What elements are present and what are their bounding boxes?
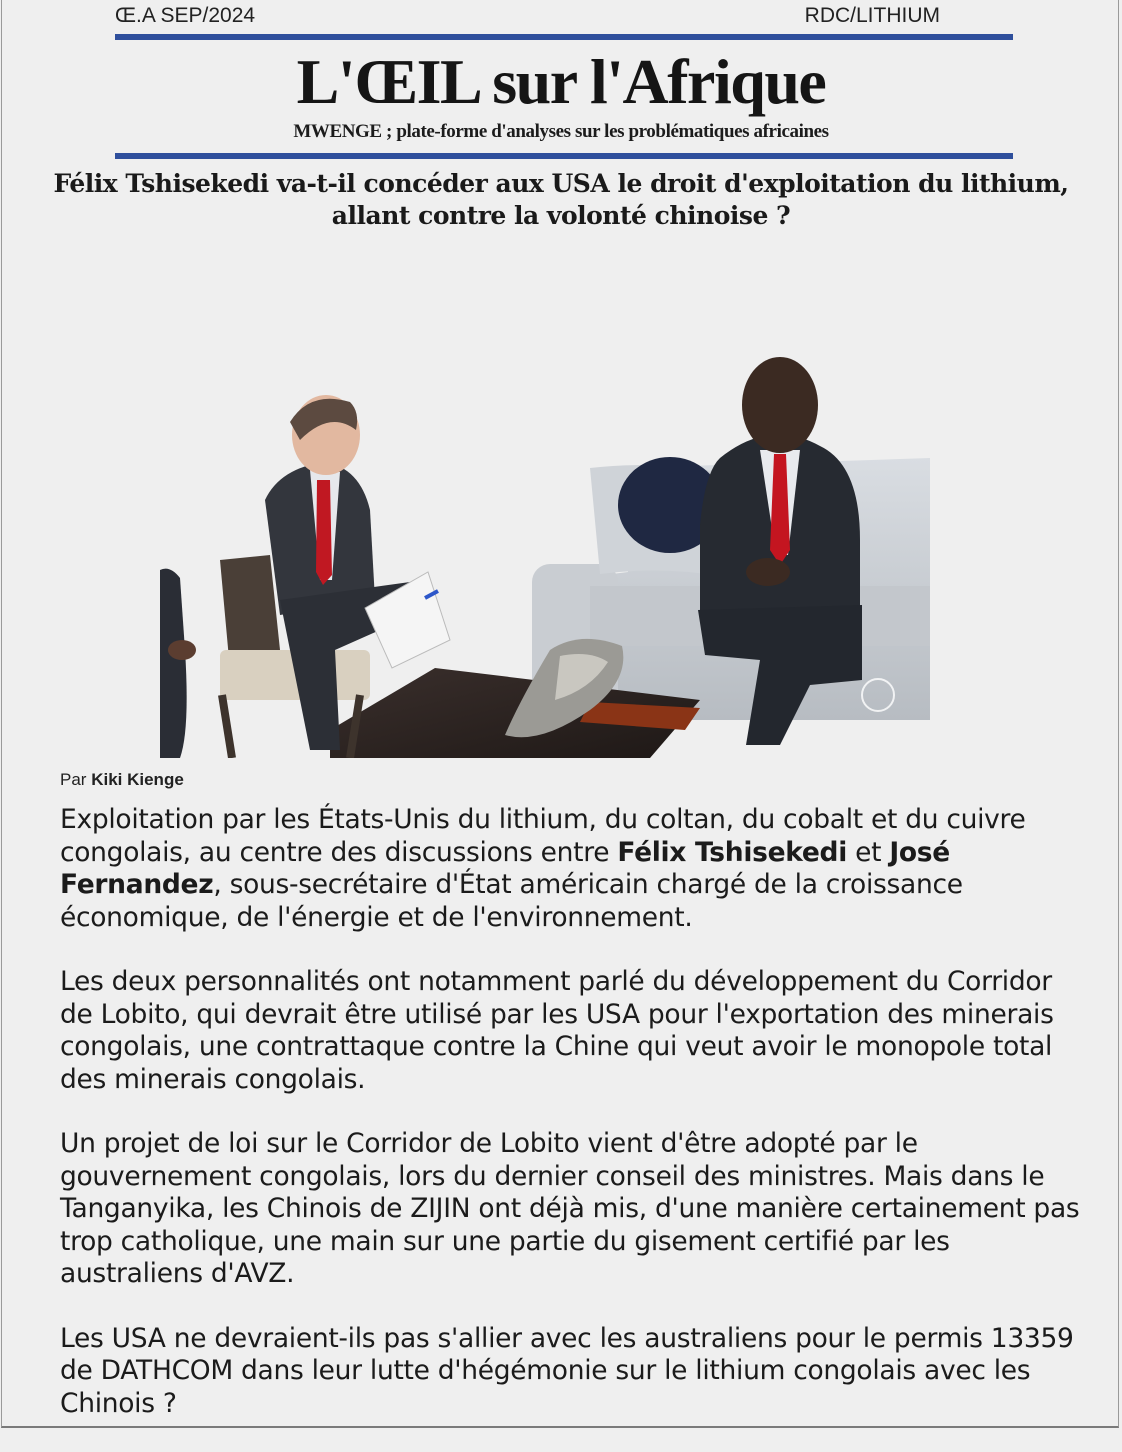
bottom-rule — [115, 153, 1013, 159]
paragraph-1 — [60, 804, 1080, 934]
article-body — [60, 804, 1080, 1452]
person-name-fernandez: José Fernandez — [60, 836, 950, 900]
byline-author: Kiki Kienge — [91, 770, 184, 789]
headline-line-2: allant contre la volonté chinoise ? — [331, 201, 791, 230]
top-bar — [115, 4, 1013, 30]
meeting-photo-image — [160, 350, 930, 758]
paragraph-1-text-c: et — [847, 836, 890, 868]
section-label: RDC/LITHIUM — [804, 4, 940, 27]
edition-label: Œ.A SEP/2024 — [115, 4, 256, 27]
byline-prefix: Par — [60, 770, 87, 789]
paragraph-1-text-e: , sous-secrétaire d'État américain chargé de la croissance économique, de l'énergie et de l'environnement. — [60, 869, 963, 933]
masthead-tagline: MWENGE ; plate-forme d'analyses sur les problématiques africaines — [293, 121, 829, 142]
paragraph-3: Un projet de loi sur le Corridor de Lobito vient d'être adopté par le gouvernement congolais, lors du dernier conseil des ministres. Mais dans le Tanganyika, les Chinois de ZIJIN ont déjà mis, d'une manière certainement pas trop catholique, une main sur une partie du gisement certifié par les australiens d'AVZ. — [60, 1128, 1080, 1289]
paragraph-4: Les USA ne devraient-ils pas s'allier avec les australiens pour le permis 13359 de DATHCOM dans leur lutte d'hégémonie sur le lithium congolais avec les Chinois ? — [60, 1322, 1074, 1419]
byline — [60, 770, 184, 790]
paragraph-1-text-a: Exploitation par les États-Unis du lithium, du coltan, du cobalt et du cuivre congolais, au centre des discussions entre — [60, 804, 1026, 868]
headline-line-1: Félix Tshisekedi va-t-il concéder aux USA le droit d'exploitation du lithium, — [53, 169, 1069, 198]
masthead-title: L'ŒIL sur l'Afrique — [296, 46, 826, 117]
paragraph-2: Les deux personnalités ont notamment parlé du développement du Corridor de Lobito, qui devrait être utilisé par les USA pour l'exportation des minerais congolais, une contrattaque contre la Chine qui veut avoir le monopole total des minerais congolais. — [60, 966, 1054, 1095]
article-headline — [20, 168, 1102, 232]
person-name-tshisekedi: Félix Tshisekedi — [617, 836, 847, 868]
article-photo — [160, 350, 930, 758]
